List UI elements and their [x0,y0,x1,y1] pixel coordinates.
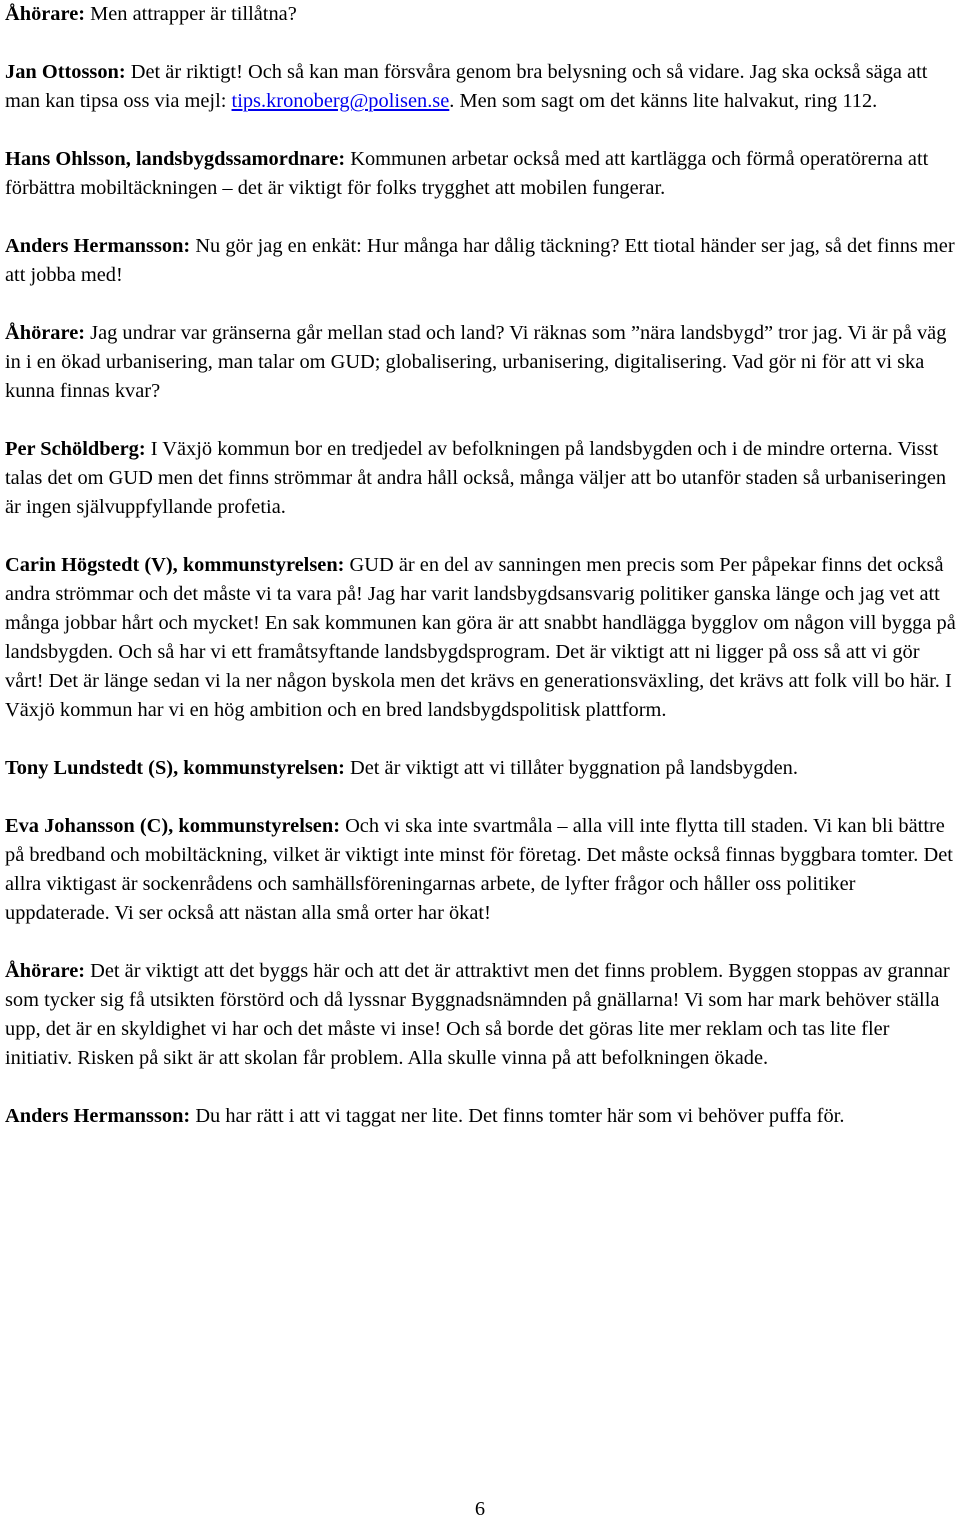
paragraph-audience-1 [5,0,957,29]
paragraph-text: . Men som sagt om det känns lite halvakut, ring 112. [449,90,878,112]
paragraph-hans-ohlsson [5,145,957,203]
speaker-name: Carin Högstedt (V), kommunstyrelsen: [5,554,345,576]
paragraph-text: Men attrapper är tillåtna? [85,3,297,25]
paragraph-eva-johansson [5,812,957,928]
speaker-name: Anders Hermansson: [5,1105,191,1127]
paragraph-text: I Växjö kommun bor en tredjedel av befolkningen på landsbygden och i de mindre orterna. Visst talas det om GUD men det finns strömmar åt andra håll också, många väljer att bo utanför staden så urbaniseringen är ingen självuppfyllande profetia. [5,438,947,518]
paragraph-per-scholdberg [5,435,957,522]
paragraph-anders-hermansson-1 [5,232,957,290]
paragraph-audience-3 [5,957,957,1073]
paragraph-audience-2 [5,319,957,406]
document-body [5,0,957,1160]
speaker-name: Hans Ohlsson, landsbygdssamordnare: [5,148,346,170]
paragraph-text: Kommunen arbetar också med att kartlägga och förmå operatörerna att förbättra mobiltäckningen – det är viktigt för folks trygghet att mobilen fungerar. [5,148,929,199]
paragraph-text: Det är viktigt att det byggs här och att det är attraktivt men det finns problem. Byggen stoppas av grannar som tycker sig få utsikten förstörd och då lyssnar Byggnadsnämnden på gnällarna! Vi som har mark behöver ställa upp, det är en skyldighet vi har och det måste vi inse! Och så borde det göras lite mer reklam och tas lite fler initiativ. Risken på sikt är att skolan får problem. Alla skulle vinna på att befolkningen ökade. [5,960,950,1069]
paragraph-text: Nu gör jag en enkät: Hur många har dålig täckning? Ett tiotal händer ser jag, så det finns mer att jobba med! [5,235,955,286]
paragraph-text: Jag undrar var gränserna går mellan stad och land? Vi räknas som ”nära landsbygd” tror jag. Vi är på väg in i en ökad urbanisering, man talar om GUD; globalisering, urbanisering, digitalisering. Vad gör ni för att vi ska kunna finnas kvar? [5,322,947,402]
page-number: 6 [474,1498,486,1520]
email-link[interactable]: tips.kronoberg@polisen.se [231,90,450,112]
speaker-name: Åhörare: [5,3,86,25]
paragraph-carin-hogstedt [5,551,957,725]
speaker-name: Anders Hermansson: [5,235,191,257]
speaker-name: Eva Johansson (C), kommunstyrelsen: [5,815,340,837]
paragraph-jan-ottosson [5,58,957,116]
paragraph-text: Och vi ska inte svartmåla – alla vill inte flytta till staden. Vi kan bli bättre på bredband och mobiltäckning, vilket är viktigt inte minst för företag. Det måste också finnas byggbara tomter. Det allra viktigast är sockenrådens och samhällsföreningarnas arbete, de lyfter frågor och håller oss politiker uppdaterade. Vi ser också att nästan alla små orter har ökat! [5,815,953,924]
paragraph-text: Det är viktigt att vi tillåter byggnation på landsbygden. [344,757,798,779]
paragraph-text: Du har rätt i att vi taggat ner lite. Det finns tomter här som vi behöver puffa för. [190,1105,845,1127]
paragraph-anders-hermansson-2 [5,1102,957,1131]
speaker-name: Åhörare: [5,322,86,344]
speaker-name: Per Schöldberg: [5,438,146,460]
paragraph-text: GUD är en del av sanningen men precis som Per påpekar finns det också andra strömmar och det måste vi ta vara på! Jag har varit landsbygdsansvarig politiker ganska länge och jag vet att många jobbar hårt och mycket! En sak kommunen kan göra är att snabbt handlägga bygglov om någon vill bygga på landsbygden. Och så har vi ett framåtsyftande landsbygdsprogram. Det är viktigt att ni ligger på oss så att vi gör vårt! Det är länge sedan vi la ner någon byskola men det krävs en generationsväxling, det krävs att folk vill bo här. I Växjö kommun har vi en hög ambition och en bred landsbygdspolitisk plattform. [5,554,956,721]
paragraph-text: Det är riktigt! Och så kan man försvåra genom bra belysning och så vidare. Jag ska också säga att man kan tipsa oss via mejl: [5,61,928,112]
speaker-name: Tony Lundstedt (S), kommunstyrelsen: [5,757,345,779]
paragraph-tony-lundstedt [5,754,957,783]
speaker-name: Åhörare: [5,960,86,982]
speaker-name: Jan Ottosson: [5,61,126,83]
